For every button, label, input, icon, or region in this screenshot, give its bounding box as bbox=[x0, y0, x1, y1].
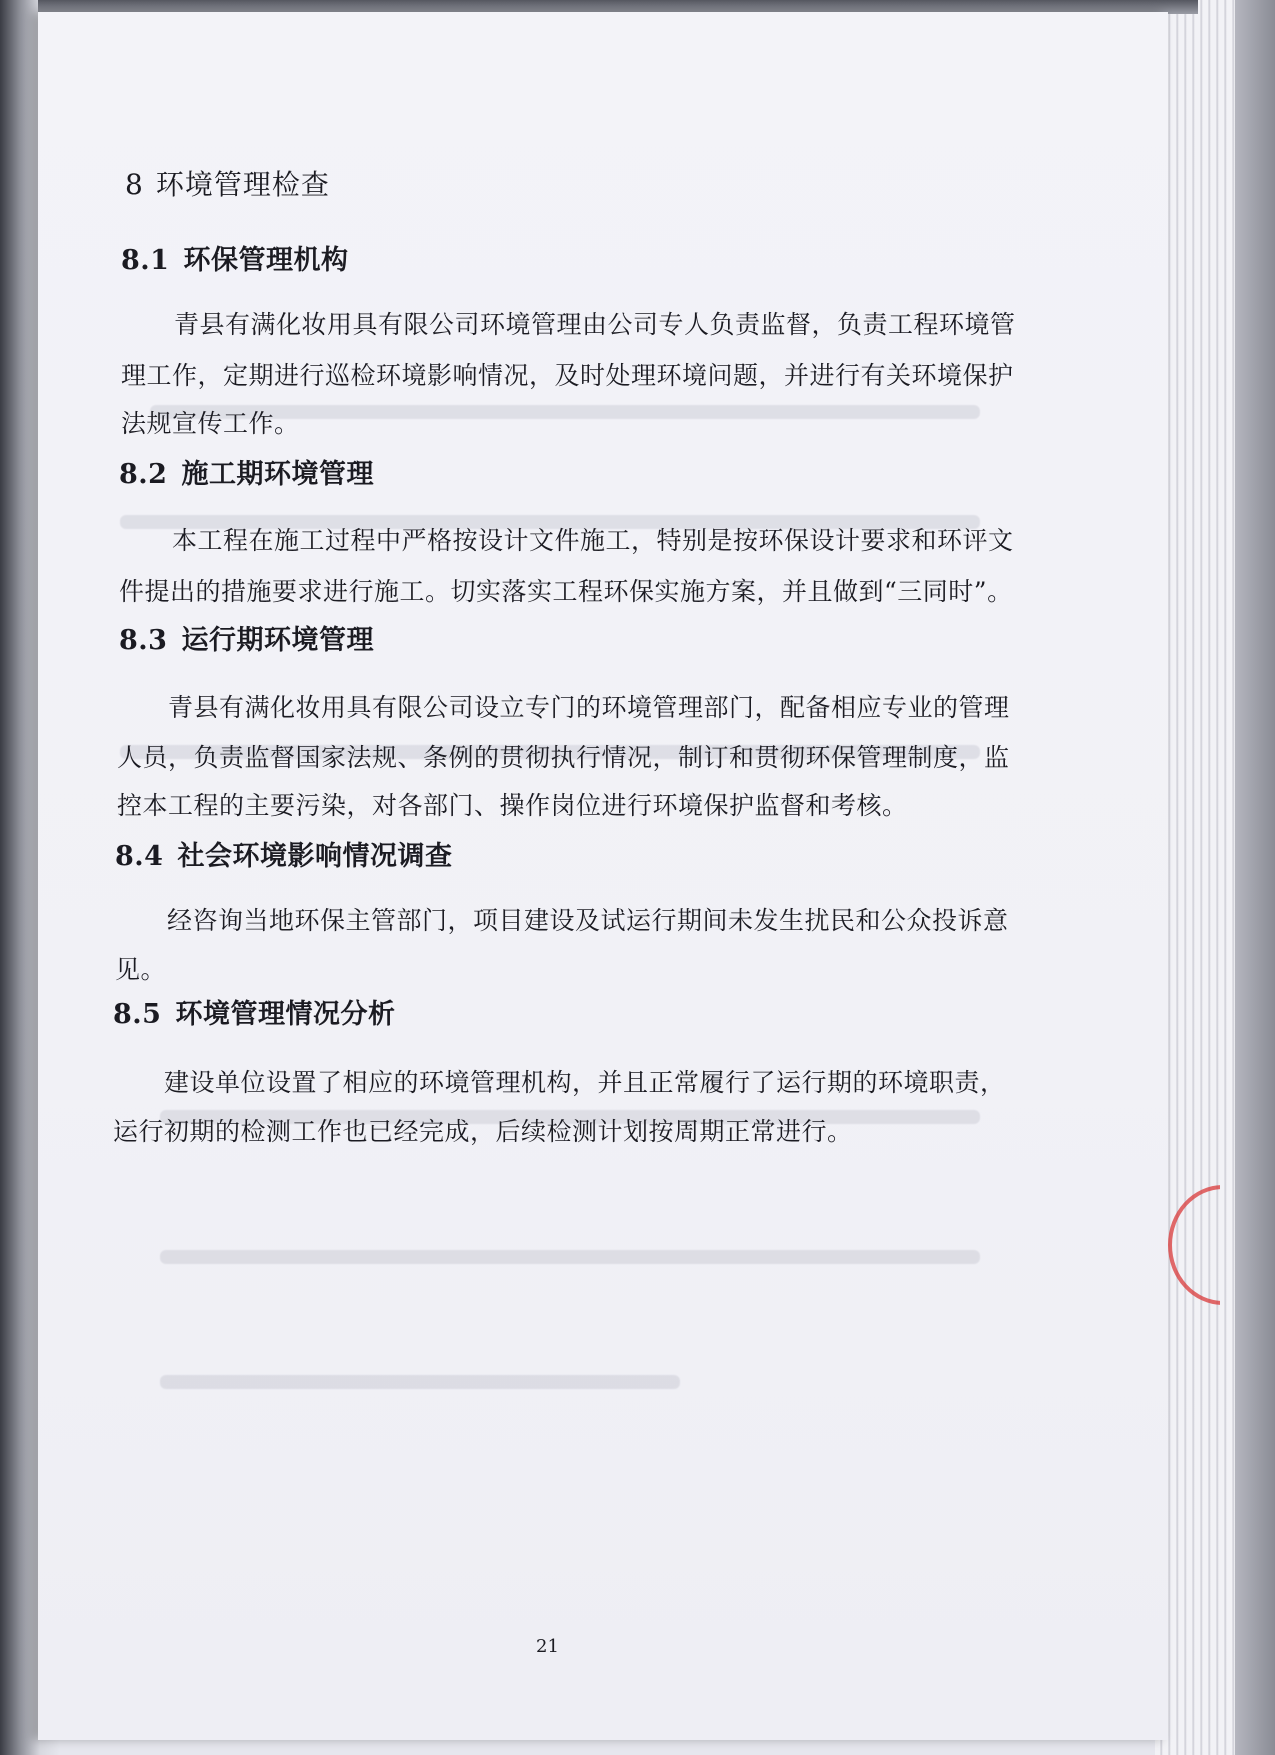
paragraph-line: 青县有满化妆用具有限公司设立专门的环境管理部门，配备相应专业的管理 bbox=[168, 693, 1010, 722]
paragraph-line: 法规宣传工作。 bbox=[121, 409, 300, 438]
paragraph-line: 见。 bbox=[115, 955, 167, 984]
paragraph-line: 本工程在施工过程中严格按设计文件施工，特别是按环保设计要求和环评文 bbox=[172, 526, 1014, 555]
section-title: 环境管理情况分析 bbox=[175, 999, 396, 1030]
paragraph-line: 经咨询当地环保主管部门，项目建设及试运行期间未发生扰民和公众投诉意 bbox=[167, 906, 1009, 935]
section-title: 施工期环境管理 bbox=[181, 459, 374, 490]
paragraph-line: 青县有满化妆用具有限公司环境管理由公司专人负责监督，负责工程环境管 bbox=[174, 310, 1016, 339]
seal-ring bbox=[1168, 1185, 1220, 1305]
section-number: 8.5 bbox=[113, 999, 162, 1030]
paragraph-line: 件提出的措施要求进行施工。切实落实工程环保实施方案，并且做到“三同时”。 bbox=[119, 577, 1013, 606]
section-number: 8.3 bbox=[119, 625, 168, 656]
section-title: 环保管理机构 bbox=[183, 245, 349, 276]
section-number: 8.1 bbox=[121, 245, 170, 276]
paragraph-line: 建设单位设置了相应的环境管理机构，并且正常履行了运行期的环境职责， bbox=[164, 1068, 1006, 1097]
paragraph-line: 控本工程的主要污染，对各部门、操作岗位进行环境保护监督和考核。 bbox=[117, 791, 908, 820]
page-number: 21 bbox=[536, 1636, 559, 1657]
chapter-number: 8 bbox=[125, 168, 144, 201]
paragraph-line: 理工作，定期进行巡检环境影响情况，及时处理环境问题，并进行有关环境保护 bbox=[121, 361, 1014, 390]
paragraph-line: 人员，负责监督国家法规、条例的贯彻执行情况，制订和贯彻环保管理制度，监 bbox=[117, 743, 1010, 772]
chapter-heading bbox=[125, 163, 330, 203]
section-title: 运行期环境管理 bbox=[181, 625, 374, 656]
chapter-title: 环境管理检查 bbox=[155, 168, 330, 201]
section-number: 8.4 bbox=[115, 841, 164, 872]
section-heading-8-2 bbox=[119, 452, 374, 491]
section-heading-8-3 bbox=[119, 618, 374, 657]
section-heading-8-1 bbox=[121, 238, 348, 277]
red-seal-fragment bbox=[1168, 1185, 1220, 1305]
section-heading-8-5 bbox=[113, 992, 395, 1031]
page-stack-shadow bbox=[1235, 0, 1275, 1755]
paragraph-line: 运行初期的检测工作也已经完成，后续检测计划按周期正常进行。 bbox=[113, 1117, 853, 1146]
section-heading-8-4 bbox=[115, 834, 452, 873]
section-title: 社会环境影响情况调查 bbox=[177, 841, 453, 872]
section-number: 8.2 bbox=[119, 459, 168, 490]
